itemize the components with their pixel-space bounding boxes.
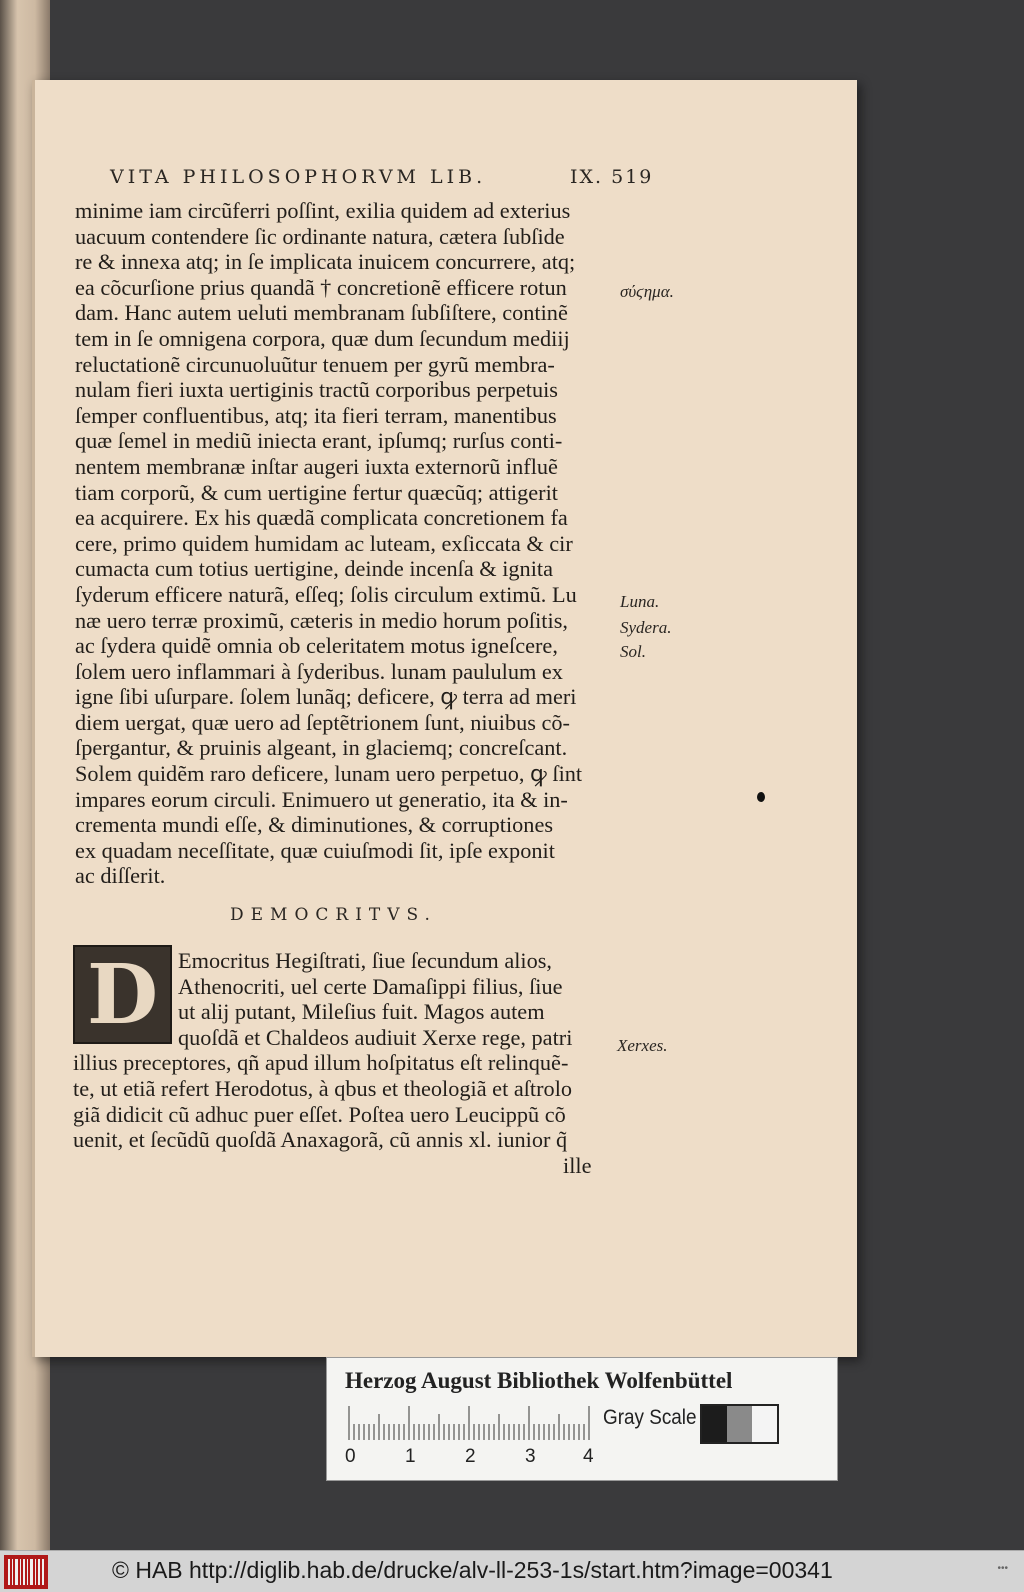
text-line: impares eorum circuli. Enimuero ut generatio, ita & in- [75, 786, 568, 812]
text-line: ſolem uero inflammari à ſyderibus. lunam paululum ex [75, 658, 563, 684]
initial-letter: D [86, 946, 159, 1043]
ruler-number: 1 [405, 1446, 416, 1467]
text-line: dam. Hanc autem ueluti membranam ſubſiſtere, continẽ [75, 300, 568, 326]
running-head-title: VITA PHILOSOPHORVM LIB. [110, 166, 487, 188]
margin-note-sydera: Sydera. [620, 618, 672, 637]
text-line: næ uero terræ proximũ, cæteris in medio horum poſitis, [75, 607, 568, 633]
swatch-cell [702, 1406, 727, 1442]
gray-scale-swatch [700, 1404, 779, 1444]
text-line: uenit, et ſecũdũ quoſdã Anaxagorã, cũ annis xl. iunior q̃ [73, 1127, 568, 1153]
ruler-number: 3 [525, 1446, 536, 1467]
text-line: crementa mundi eſſe, & diminutiones, & corruptiones [75, 812, 554, 838]
text-line: quæ ſemel in mediũ iniecta erant, ipſumq; rurſus conti- [75, 428, 563, 454]
swatch-cell [727, 1406, 752, 1442]
margin-note-systema: σύϛημα. [620, 282, 674, 301]
text-line: Athenocriti, uel certe Damaſippi filius, ſiue [178, 973, 563, 999]
body-text [75, 198, 635, 889]
text-line: tiam corporũ, & cum uertigine fertur quæcũq; attigerit [75, 479, 558, 505]
text-line: nulam fieri iuxta uertiginis tractũ corporibus perpetuis [75, 377, 558, 403]
book-page [32, 80, 857, 1357]
text-line: Emocritus Hegiſtrati, ſiue ſecundum alios, [178, 948, 553, 973]
ruler-numbers [341, 1446, 611, 1472]
text-line: giã didicit cũ adhuc puer eſſet. Poſtea uero Leucippũ cõ [73, 1101, 566, 1127]
text-line: diem uergat, quæ uero ad ſeptẽtrionem ſunt, niuibus cõ- [75, 709, 570, 735]
text-line: Solem quidẽm raro deficere, lunam uero perpetuo, ꝙ ſint [75, 761, 583, 787]
text-line: nentem membranæ inſtar augeri iuxta externorũ influẽ [75, 453, 558, 479]
text-line: ſemper confluentibus, atq; ita fieri terram, manentibus [75, 402, 557, 428]
text-line: te, ut etiã refert Herodotus, à qbus et theologiã et aſtrolo [73, 1075, 573, 1101]
swatch-cell [752, 1406, 777, 1442]
footer-bar [0, 1550, 1024, 1592]
text-line: re & innexa atq; in ſe implicata inuicem concurrere, atq; [75, 249, 576, 275]
gray-scale-label: Gray Scale [603, 1406, 697, 1429]
text-line: ut alĳ putant, Mileſius fuit. Magos autem [178, 999, 545, 1025]
section-title: DEMOCRITVS. [230, 905, 437, 925]
ruler-scale [347, 1406, 592, 1440]
library-name: Herzog August Bibliothek Wolfenbüttel [345, 1368, 733, 1393]
text-line: igne ſibi uſurpare. ſolem lunãq; deficere, ꝙ terra ad meri [75, 684, 577, 710]
ruler-number: 2 [465, 1446, 476, 1467]
folio-number: IX. 519 [570, 166, 654, 188]
text-line: minime iam circũferri poſſint, exilia quidem ad exterius [75, 198, 571, 223]
text-line: cumacta cum totius uertigine, deinde incenſa & ignita [75, 556, 553, 582]
running-head [110, 166, 660, 188]
democritus-text [73, 948, 643, 1178]
text-line: ſyderum efficere naturã, eſſeq; ſolis circulum extimũ. Lu [75, 581, 577, 607]
ruler-number: 4 [583, 1446, 594, 1467]
text-line: ac diſſerit. [75, 863, 166, 889]
text-line: quoſdã et Chaldeos audiuit Xerxe rege, patri [178, 1024, 573, 1050]
text-line: illius preceptores, qñ apud illum hoſpitatus eſt relinquẽ- [73, 1050, 569, 1076]
color-calibration-card [326, 1357, 838, 1481]
text-line: ea cõcurſione prius quandã † concretionẽ efficere rotun [75, 274, 567, 300]
margin-note-sol: Sol. [620, 642, 646, 661]
text-line: ac ſydera quidẽ omnia ob celeritatem motus igneſcere, [75, 633, 558, 659]
ink-spot [757, 792, 765, 802]
text-line: tem in ſe omnigena corpora, quæ dum ſecundum mediĳ [75, 325, 570, 351]
margin-note-xerxes: Xerxes. [617, 1036, 668, 1055]
text-line: cere, primo quidem humidam ac luteam, exſiccata & cir [75, 530, 573, 556]
copyright-url[interactable]: © HAB http://diglib.hab.de/drucke/alv-ll-253-1s/start.htm?image=00341 [112, 1557, 833, 1583]
catchword: ille [563, 1152, 592, 1178]
text-line: reluctationẽ circunuoluũtur tenuem per gyrũ membra- [75, 351, 555, 377]
text-line: ex quadam neceſſitate, quæ cuiuſmodi ſit, ipſe exponit [75, 837, 555, 863]
text-line: ea acquirere. Ex his quædã complicata concretionem fa [75, 505, 568, 531]
text-line: ſpergantur, & pruinis algeant, in glaciemq; concreſcant. [75, 735, 568, 761]
ruler-number: 0 [345, 1446, 356, 1467]
barcode-icon [4, 1555, 48, 1589]
margin-note-luna: Luna. [620, 592, 660, 611]
text-line: uacuum contendere ſic ordinante natura, cætera ſubſide [75, 223, 565, 249]
more-icon[interactable]: ••• [997, 1563, 1008, 1574]
